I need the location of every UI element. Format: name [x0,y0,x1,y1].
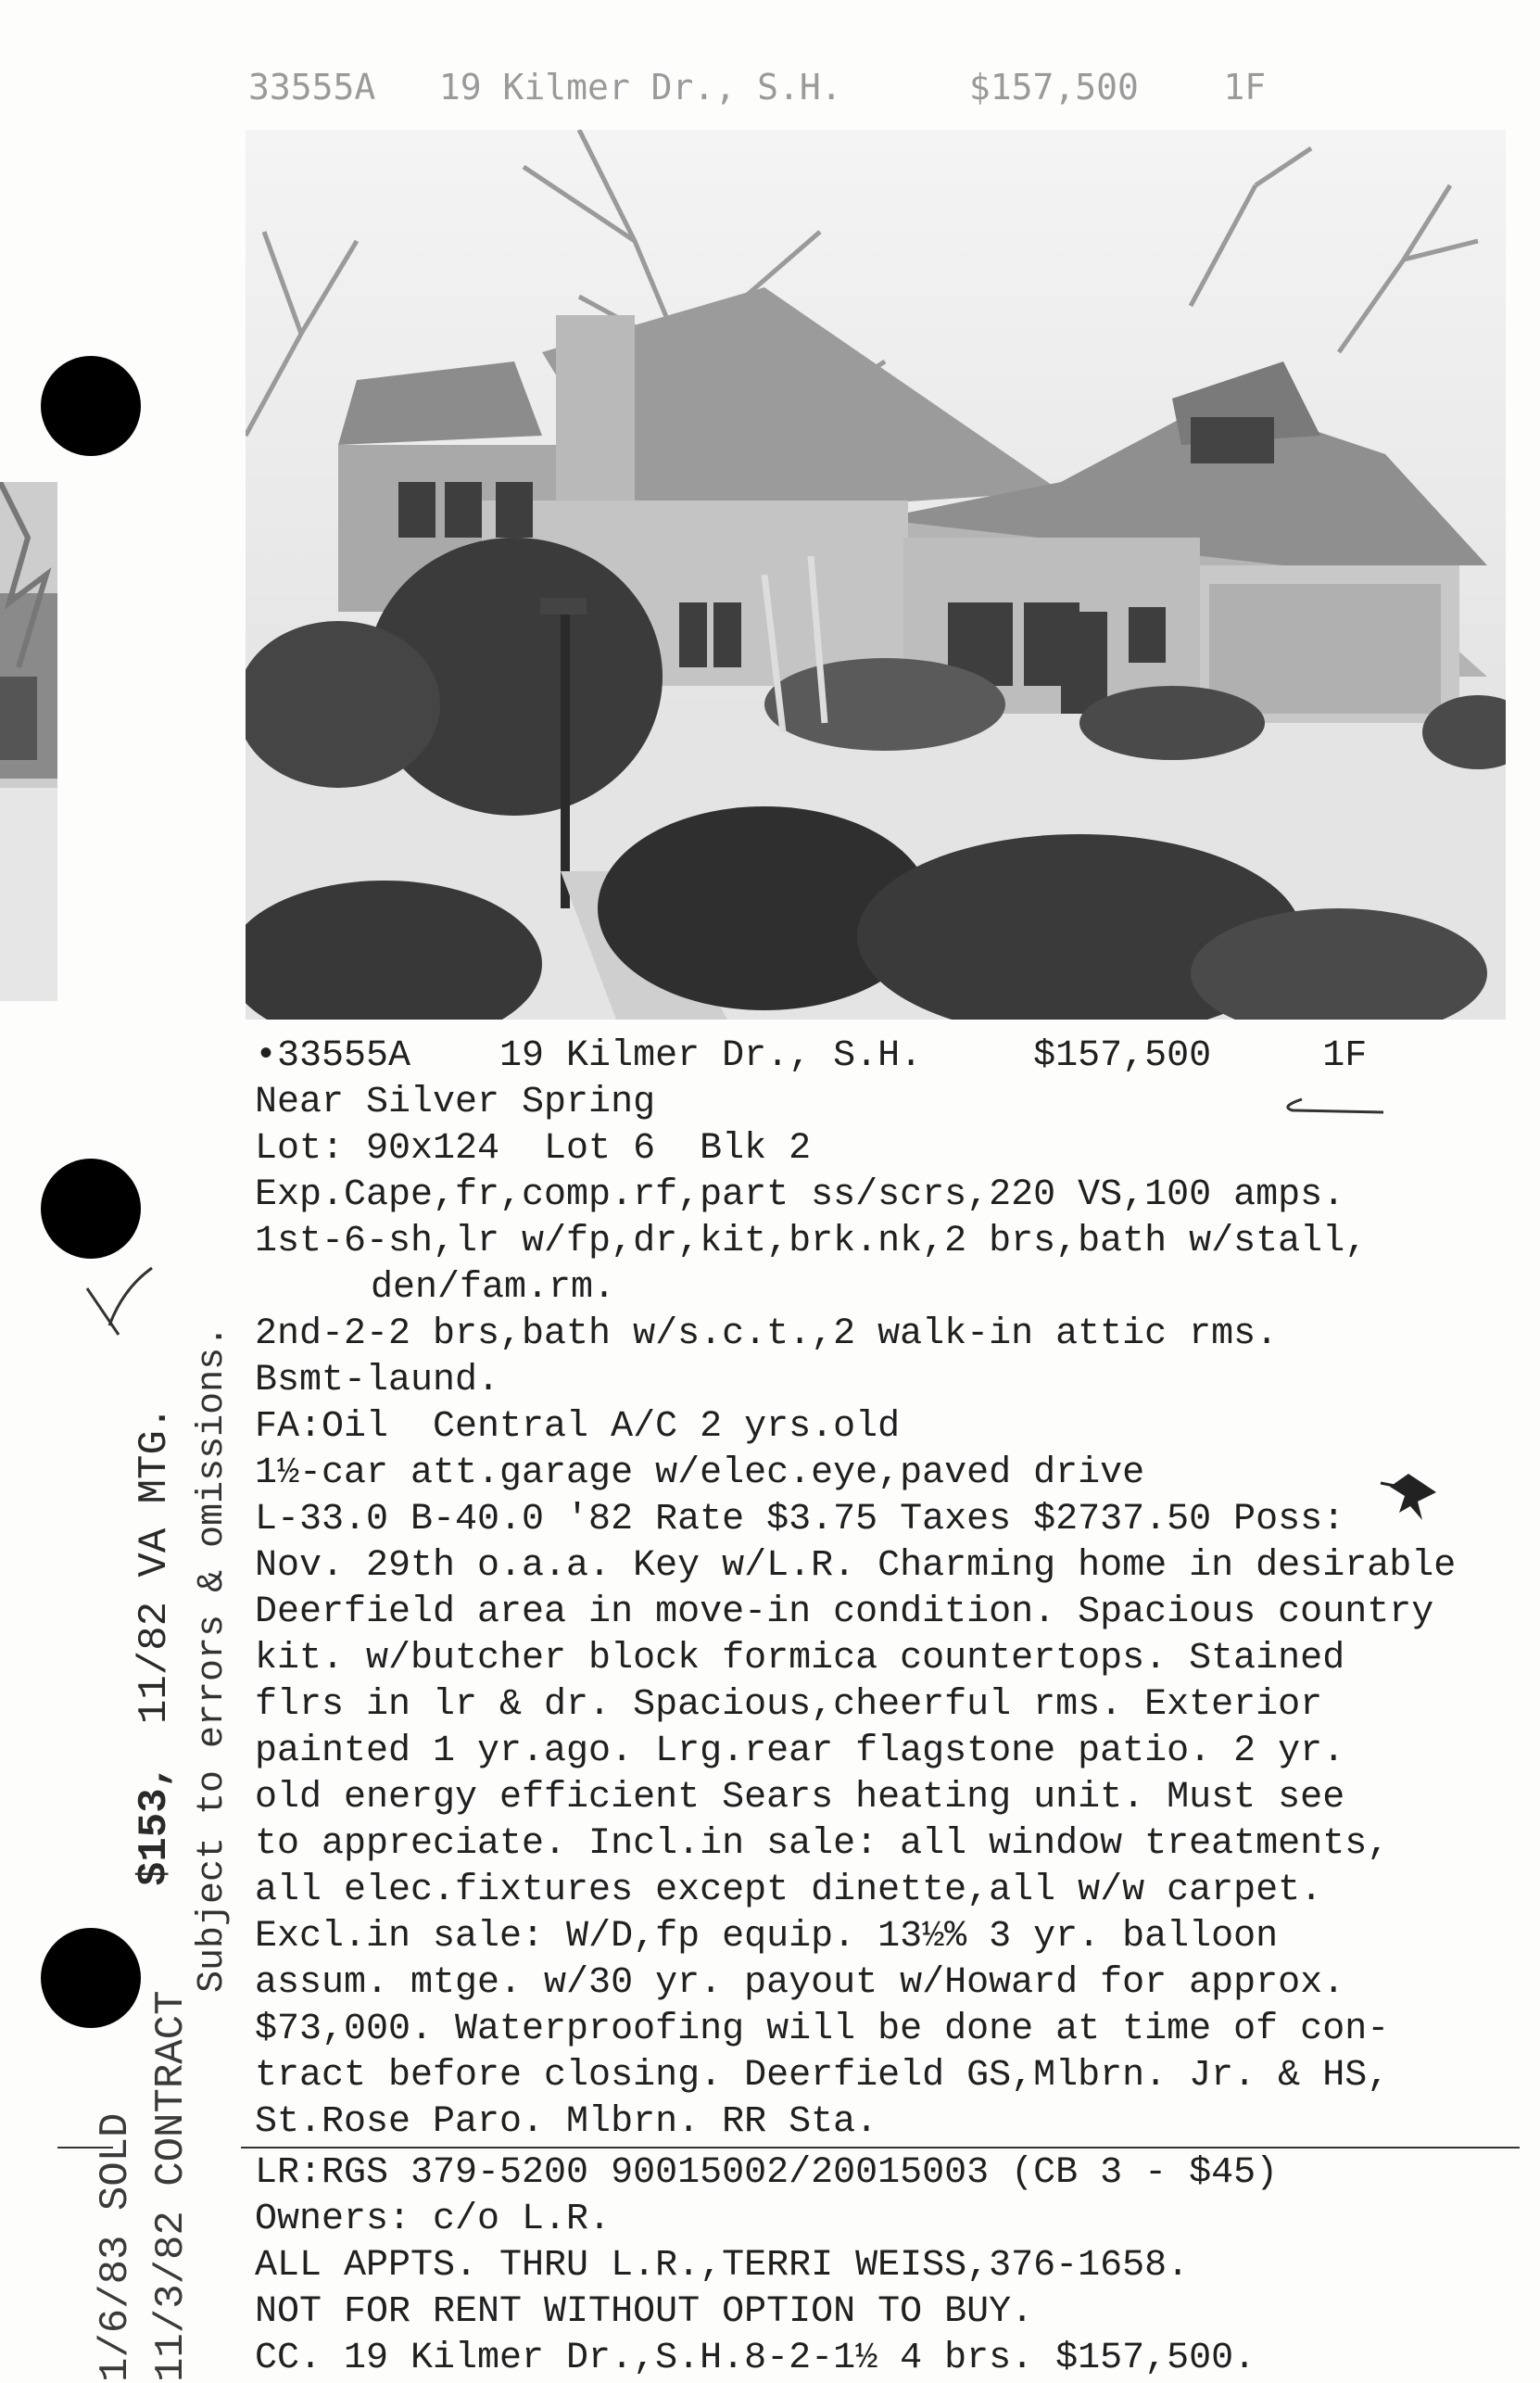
listing-line-10: 1½-car att.garage w/elec.eye,paved drive [255,1452,1145,1494]
footer-line-4: NOT FOR RENT WITHOUT OPTION TO BUY. [255,2291,1034,2333]
listing-line-5: 1st-6-sh,lr w/fp,dr,kit,brk.nk,2 brs,bath w/stall, [255,1221,1368,1262]
handwritten-check-icon [82,1261,156,1348]
section-rule [241,2147,1520,2149]
punch-hole-top [41,356,141,456]
listing-line-7: 2nd-2-2 brs,bath w/s.c.t.,2 walk-in attic rms. [255,1313,1279,1355]
footer-line-2: Owners: c/o L.R. [255,2199,612,2240]
listing-line-17: old energy efficient Sears heating unit. Must see [255,1777,1345,1819]
house-photo [246,130,1506,1020]
listing-line-12: Nov. 29th o.a.a. Key w/L.R. Charming home in desirable [255,1545,1457,1587]
listing-footer [255,2150,1515,2382]
listing-line-18: to appreciate. Incl.in sale: all window treatments, [255,1823,1390,1865]
footer-line-1: LR:RGS 379-5200 90015002/20015003 (CB 3 - $45) [255,2152,1279,2194]
listing-line-23: tract before closing. Deerfield GS,Mlbrn. Jr. & HS, [255,2055,1390,2097]
footer-line-5: CC. 19 Kilmer Dr.,S.H.8-2-1½ 4 brs. $157,500. [255,2338,1256,2379]
listing-line-21: assum. mtge. w/30 yr. payout w/Howard for approx. [255,1962,1345,2004]
footer-line-3: ALL APPTS. THRU L.R.,TERRI WEISS,376-1658. [255,2245,1190,2287]
disclaimer-vertical: Subject to errors & omissions. [192,1325,234,1993]
contract-note: 11/3/82 CONTRACT [148,1990,195,2382]
listing-line-24: St.Rose Paro. Mlbrn. RR Sta. [255,2101,878,2143]
punch-hole-middle [41,1159,141,1259]
mortgage-note: 11/82 VA MTG. [132,1405,178,1724]
listing-line-14: kit. w/butcher block formica countertops. Stained [255,1638,1345,1680]
sold-price-note: $153, [132,1763,178,1886]
listing-line-16: painted 1 yr.ago. Lrg.rear flagstone patio. 2 yr. [255,1730,1345,1772]
ink-blot-icon [1371,1464,1455,1533]
sold-note: 1/6/83 SOLD [93,2112,139,2382]
listing-line-3: Lot: 90x124 Lot 6 Blk 2 [255,1128,812,1170]
listing-line-4: Exp.Cape,fr,comp.rf,part ss/scrs,220 VS,100 amps. [255,1174,1345,1216]
listing-line-15: flrs in lr & dr. Spacious,cheerful rms. Exterior [255,1684,1323,1726]
listing-line-19: all elec.fixtures except dinette,all w/w carpet. [255,1870,1323,1911]
listing-line-2: Near Silver Spring [255,1082,656,1123]
listing-line-8: Bsmt-laund. [255,1360,500,1401]
listing-line-13: Deerfield area in move-in condition. Spacious country [255,1591,1434,1633]
listing-line-6: den/fam.rm. [371,1267,616,1309]
listing-description [255,1033,1515,2146]
adjacent-photo-strip [0,482,57,1001]
punch-hole-bottom [41,1928,141,2028]
listing-line-20: Excl.in sale: W/D,fp equip. 13½% 3 yr. balloon [255,1916,1279,1958]
listing-line-11: L-33.0 B-40.0 '82 Rate $3.75 Taxes $2737.50 Poss: [255,1499,1345,1540]
listing-line-1: •33555A 19 Kilmer Dr., S.H. $157,500 1F [255,1035,1368,1077]
handwritten-underline-icon [1274,1094,1385,1125]
header-line: 33555A 19 Kilmer Dr., S.H. $157,500 1F [248,67,1267,108]
listing-line-22: $73,000. Waterproofing will be done at time of con- [255,2009,1390,2050]
listing-line-9: FA:Oil Central A/C 2 yrs.old [255,1406,901,1448]
